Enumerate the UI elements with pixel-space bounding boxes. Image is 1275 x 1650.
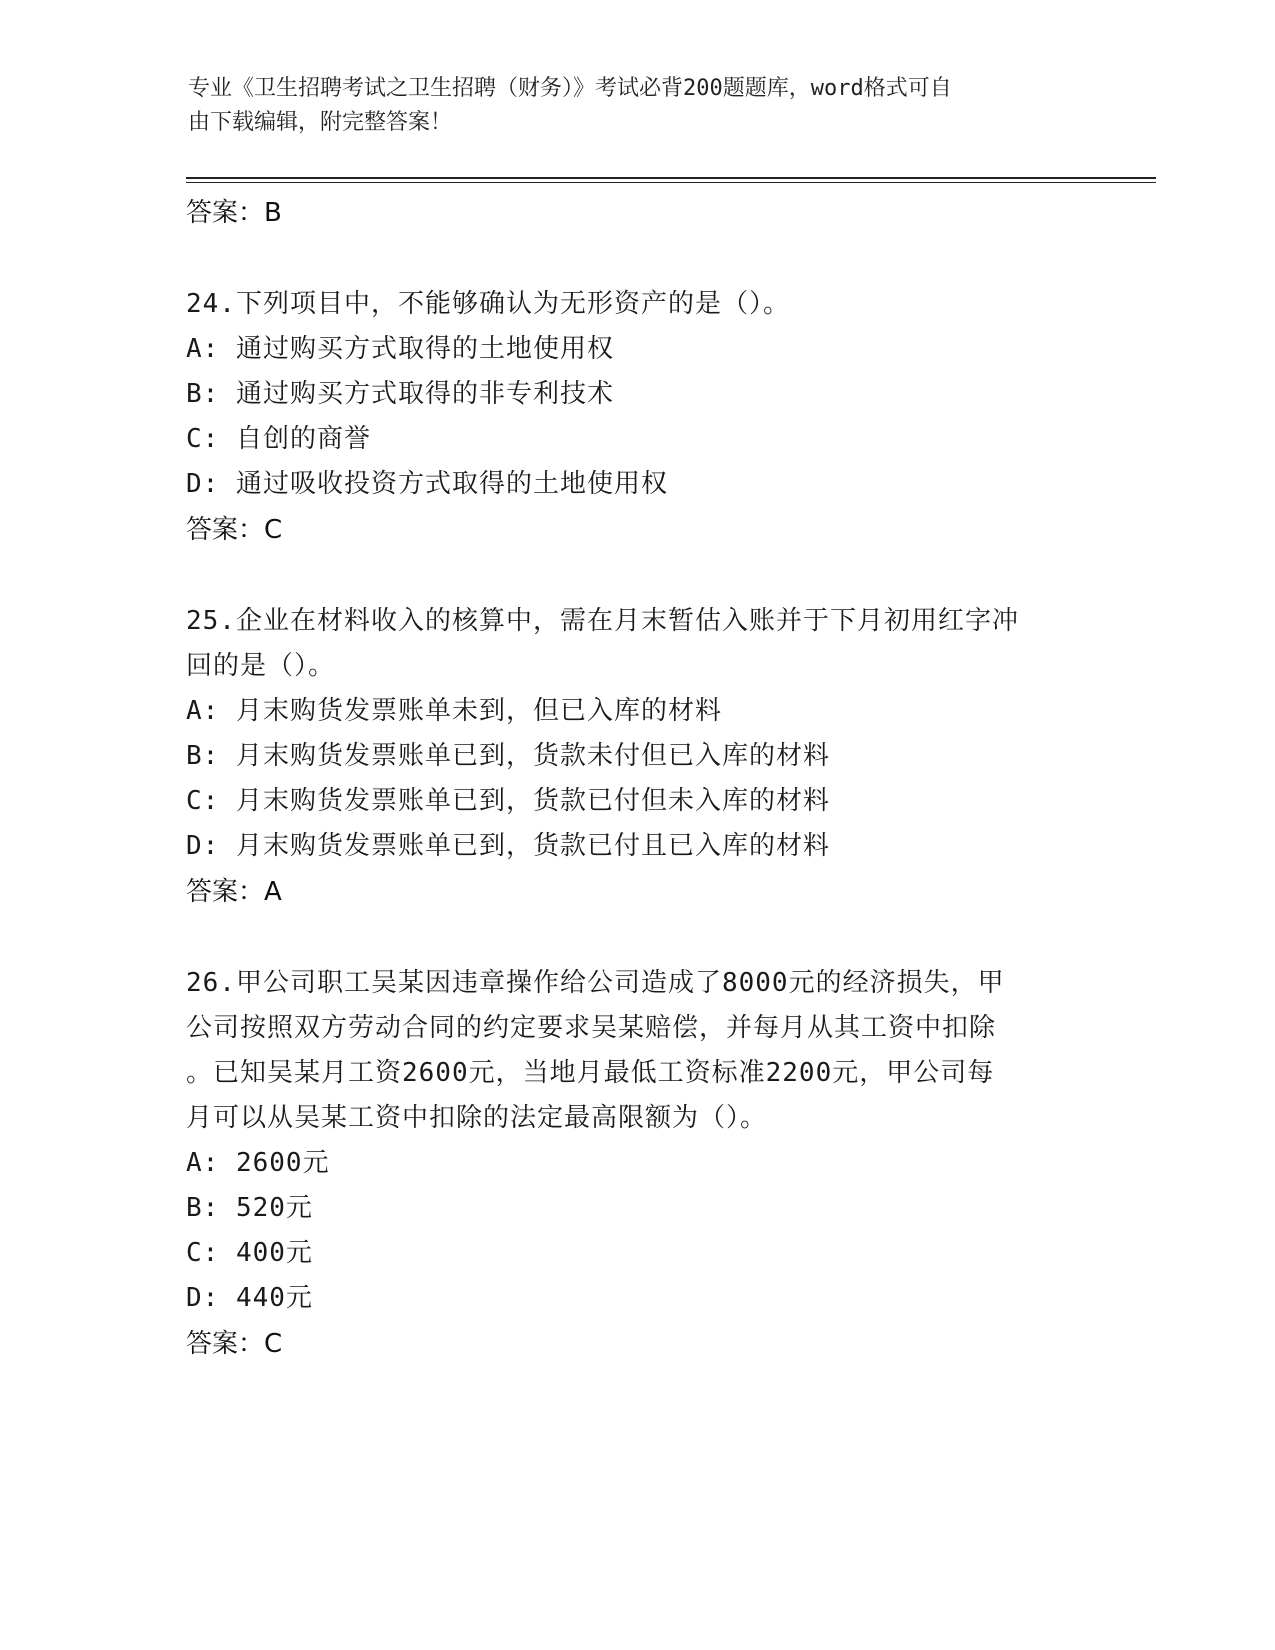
question-text: 25.企业在材料收入的核算中，需在月末暂估入账并于下月初用红字冲 [186, 606, 1019, 636]
question-item [186, 599, 1086, 915]
answer-line: 答案：C [186, 1329, 283, 1359]
question-text: 公司按照双方劳动合同的约定要求吴某赔偿，并每月从其工资中扣除 [186, 1013, 997, 1043]
option-d: D: 月末购货发票账单已到，货款已付且已入库的材料 [186, 831, 830, 861]
option-c: C: 月末购货发票账单已到，货款已付但未入库的材料 [186, 786, 830, 816]
header-line: 专业《卫生招聘考试之卫生招聘（财务）》考试必背200题题库，word格式可自 [188, 76, 952, 101]
option-c: C: 400元 [186, 1238, 313, 1268]
option-a: A: 2600元 [186, 1148, 330, 1178]
question-text: 回的是（）。 [186, 651, 336, 681]
option-a: A: 通过购买方式取得的土地使用权 [186, 334, 614, 364]
question-text: 24.下列项目中，不能够确认为无形资产的是（）。 [186, 289, 790, 319]
document-header [188, 72, 1088, 140]
header-divider [186, 177, 1156, 179]
answer-line: 答案：C [186, 515, 283, 545]
header-divider [186, 182, 1156, 183]
question-list [186, 190, 1086, 1367]
question-item [186, 282, 1086, 553]
question-text: 。已知吴某月工资2600元，当地月最低工资标准2200元，甲公司每 [186, 1058, 995, 1088]
answer-line: 答案：B [186, 198, 282, 228]
header-line: 由下载编辑，附完整答案！ [188, 110, 453, 135]
option-c: C: 自创的商誉 [186, 424, 371, 454]
option-b: B: 通过购买方式取得的非专利技术 [186, 379, 614, 409]
question-text: 26.甲公司职工吴某因违章操作给公司造成了8000元的经济损失，甲 [186, 968, 1005, 998]
answer-line: 答案：A [186, 877, 282, 907]
question-text: 月可以从吴某工资中扣除的法定最高限额为（）。 [186, 1103, 768, 1133]
option-d: D: 440元 [186, 1283, 313, 1313]
option-a: A: 月末购货发票账单未到，但已入库的材料 [186, 696, 722, 726]
option-b: B: 520元 [186, 1193, 313, 1223]
question-item [186, 961, 1086, 1367]
option-d: D: 通过吸收投资方式取得的土地使用权 [186, 469, 668, 499]
option-b: B: 月末购货发票账单已到，货款未付但已入库的材料 [186, 741, 830, 771]
